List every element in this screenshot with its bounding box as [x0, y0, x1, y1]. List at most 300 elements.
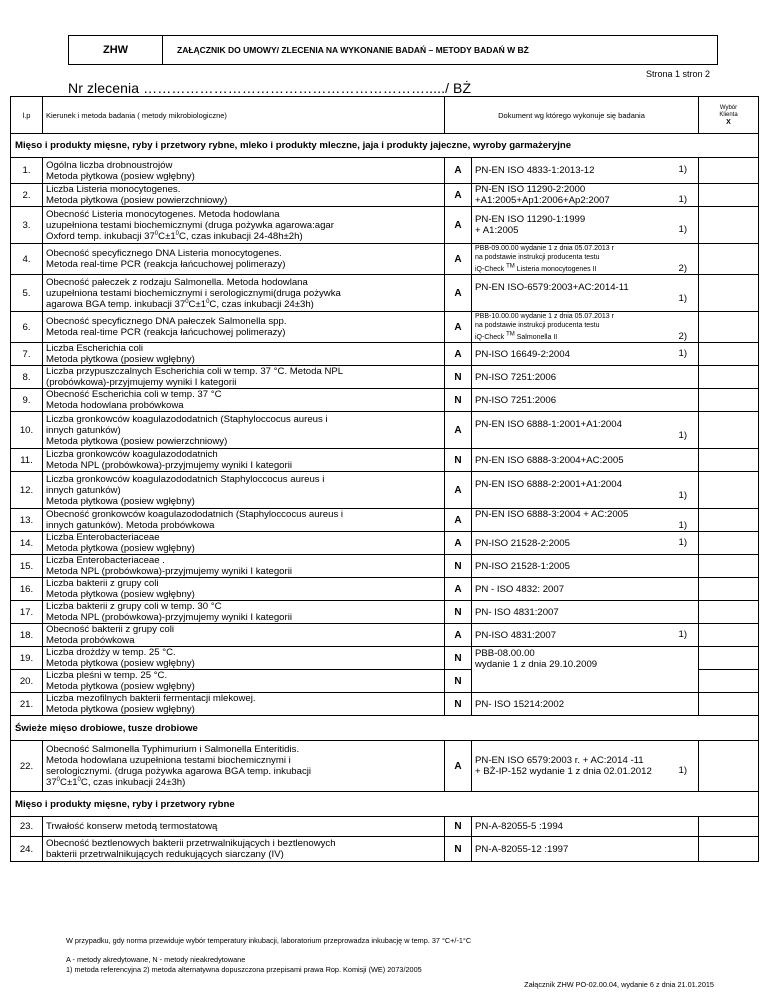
accreditation-mark: A — [445, 184, 472, 207]
footnote-ref: 1) — [678, 194, 688, 205]
section-title: Mięso i produkty mięsne, ryby i przetwory rybne — [11, 792, 759, 817]
method-cell — [43, 837, 445, 862]
row-number: 9. — [11, 389, 43, 412]
document-text — [475, 607, 695, 618]
method-line: Liczba gronkowców koagulazododatnich Staphyloccocus aureus i — [46, 473, 325, 485]
table-row — [11, 184, 759, 207]
accreditation-mark: N — [445, 366, 472, 389]
method-cell — [43, 741, 445, 792]
method-line: Metoda hodowlana uzupełniona testami biochemicznymi i — [46, 755, 291, 766]
table-row — [11, 509, 759, 532]
method-line: bakterii przetrwalnikujących redukujących siarczany (IV) — [46, 849, 284, 860]
method-line: Metoda płytkowa (posiew powierzchniowy) — [46, 195, 228, 206]
footnote-ref: 1) — [678, 164, 688, 175]
method-line: uzupełniona testami biochemicznymi i serologicznymi(druga pożywka — [46, 287, 341, 299]
method-line: Metoda płytkowa (posiew wgłębny) — [46, 495, 195, 507]
client-choice-cell[interactable] — [699, 601, 759, 624]
document-line: PN-EN ISO 6579:2003 r. + AC:2014 -11 — [475, 755, 644, 766]
method-line: Liczba Enterobacteriaceae — [46, 532, 160, 543]
trademark-sup: TM — [506, 331, 515, 338]
document-line: PBB-08.00.00 — [475, 647, 535, 659]
document-text — [475, 509, 695, 531]
method-line: Obecność Listeria monocytogenes. Metoda hodowlana — [46, 208, 280, 220]
document-text — [475, 184, 695, 206]
table-header-row — [11, 97, 759, 134]
table-row — [11, 472, 759, 509]
row-number: 1. — [11, 158, 43, 184]
method-line: Metoda NPL (probówkowa)-przyjmujemy wyniki I kategorii — [46, 460, 292, 471]
footnote-ref: 1) — [678, 628, 688, 640]
method-text: Oxford temp. inkubacji 37 — [46, 230, 155, 242]
document-cell — [472, 275, 699, 312]
client-choice-cell[interactable] — [699, 578, 759, 601]
method-line: Liczba pleśni w temp. 25 °C. — [46, 670, 168, 681]
method-line: Liczba Listeria monocytogenes. — [46, 184, 181, 195]
document-text — [475, 584, 695, 595]
row-number: 4. — [11, 244, 43, 275]
row-number: 13. — [11, 509, 43, 532]
document-line: PBB-09.00.00 wydanie 1 z dnia 05.07.2013 r — [475, 245, 614, 252]
method-line: Metoda probówkowa — [46, 635, 135, 646]
legend-footnotes: 1) metoda referencyjna 2) metoda alternatywna dopuszczona przepisami prawa Rop. Komisji (WE) 2073/2005 — [66, 964, 422, 974]
footnote-ref: 1) — [678, 293, 688, 304]
section-row — [11, 134, 759, 158]
document-text — [475, 844, 695, 855]
method-line: uzupełniona testami biochemicznymi (druga pożywka agarowa:agar — [46, 219, 334, 231]
table-row — [11, 532, 759, 555]
choice-header-line2: Klienta — [719, 111, 738, 118]
method-cell — [43, 343, 445, 366]
method-text: C±1 — [188, 298, 207, 310]
document-cell — [472, 670, 699, 693]
document-text — [475, 395, 695, 406]
method-line: Obecność beztlenowych bakterii przetrwalnikujących i beztlenowych — [46, 838, 336, 849]
row-number: 23. — [11, 817, 43, 837]
footnote-ref: 1) — [678, 347, 688, 359]
method-cell — [43, 693, 445, 716]
legend — [66, 955, 422, 974]
method-cell — [43, 275, 445, 312]
accreditation-mark: N — [445, 670, 472, 693]
method-line: Liczba gronkowców koagulazododatnich (Staphyloccocus aureus i — [46, 413, 328, 425]
legend-accreditation: A - metody akredytowane, N - metody nieakredytowane — [66, 955, 246, 964]
method-line: Liczba bakterii z grupy coli — [46, 578, 159, 589]
method-line: Metoda płytkowa (posiew wgłębny) — [46, 170, 195, 182]
document-line: + BŻ-IP-152 wydanie 1 z dnia 02.01.2012 — [475, 766, 652, 777]
document-line: PN-ISO 4831:2007 — [475, 629, 557, 641]
method-cell — [43, 184, 445, 207]
method-line: Metoda real-time PCR (reakcja łańcuchowej polimerazy) — [46, 327, 286, 338]
table-row — [11, 158, 759, 184]
accreditation-mark: A — [445, 741, 472, 792]
document-line: PN-ISO 21528-2:2005 — [475, 537, 570, 549]
method-line: Metoda hodowlana probówkowa — [46, 400, 184, 411]
document-text — [475, 419, 695, 441]
document-line: PN- ISO 4831:2007 — [475, 606, 559, 618]
choice-header-line1: Wybór — [719, 104, 738, 111]
degree-sup: 0 — [77, 776, 81, 783]
footnote-ref: 1) — [678, 536, 688, 548]
table-row — [11, 624, 759, 647]
row-number: 7. — [11, 343, 43, 366]
table-row — [11, 555, 759, 578]
client-choice-cell[interactable] — [699, 343, 759, 366]
order-number-line: Nr zlecenia ……………………………………………………...../ BŻ — [68, 80, 472, 96]
row-number: 12. — [11, 472, 43, 509]
accreditation-mark: A — [445, 158, 472, 184]
footnote-ref: 2) — [678, 331, 688, 342]
section-title: Mięso i produkty mięsne, ryby i przetwory rybne, mleko i produkty mleczne, jaja i produkty jajeczne, wyroby garmażeryjne — [11, 134, 759, 158]
document-text — [475, 349, 695, 360]
client-choice-cell[interactable] — [699, 389, 759, 412]
table-row — [11, 837, 759, 862]
document-header-box — [68, 35, 718, 65]
client-choice-cell[interactable] — [699, 670, 759, 693]
client-choice-cell[interactable] — [699, 158, 759, 184]
method-cell — [43, 207, 445, 244]
document-cell — [472, 244, 699, 275]
method-cell — [43, 532, 445, 555]
section-title: Świeże mięso drobiowe, tusze drobiowe — [11, 716, 759, 741]
document-line: PN-ISO 7251:2006 — [475, 394, 557, 406]
document-text — [475, 561, 695, 572]
accreditation-mark: A — [445, 312, 472, 343]
method-cell — [43, 624, 445, 647]
method-line: innych gatunków) — [46, 424, 121, 436]
footnote-ref: 1) — [678, 430, 688, 441]
accreditation-mark: A — [445, 412, 472, 449]
client-choice-cell[interactable] — [699, 312, 759, 343]
document-line: PN-EN ISO 4833-1:2013-12 — [475, 165, 595, 176]
lp-header: l.p — [11, 97, 43, 134]
document-text — [475, 630, 695, 641]
method-cell — [43, 449, 445, 472]
document-cell — [472, 158, 699, 184]
accreditation-mark: N — [445, 693, 472, 716]
method-cell — [43, 366, 445, 389]
trademark-sup: TM — [506, 263, 515, 270]
method-line — [46, 299, 441, 310]
document-line: PN-EN ISO-6579:2003+AC:2014-11 — [475, 282, 629, 293]
document-line: PBB-10.00.00 wydanie 1 z dnia 05.07.2013 r — [475, 313, 614, 320]
row-number: 15. — [11, 555, 43, 578]
document-text — [475, 699, 695, 710]
accreditation-mark: N — [445, 817, 472, 837]
method-cell — [43, 412, 445, 449]
document-line: + A1:2005 — [475, 225, 519, 236]
method-header: Kierunek i metoda badania ( metody mikrobiologiczne) — [43, 97, 445, 134]
method-line: Metoda płytkowa (posiew wgłębny) — [46, 658, 195, 669]
document-text — [475, 538, 695, 549]
document-line: PN-EN ISO 6888-3:2004+AC:2005 — [475, 454, 624, 466]
method-line: Liczba Escherichia coli — [46, 343, 144, 354]
accreditation-mark: A — [445, 509, 472, 532]
method-text: C±1 — [60, 777, 78, 788]
document-line: PN-EN ISO 11290-1:1999 — [475, 214, 586, 225]
client-choice-cell[interactable] — [699, 817, 759, 837]
table-row — [11, 449, 759, 472]
method-text: C, czas inkubacji 24±3h) — [209, 298, 314, 310]
document-line: wydanie 1 z dnia 29.10.2009 — [475, 658, 598, 670]
client-choice-cell[interactable] — [699, 184, 759, 207]
accreditation-mark: A — [445, 532, 472, 555]
document-cell — [472, 343, 699, 366]
client-choice-cell[interactable] — [699, 647, 759, 670]
method-cell — [43, 647, 445, 670]
method-line: Liczba bakterii z grupy coli w temp. 30 °C — [46, 601, 222, 612]
document-text — [475, 165, 695, 176]
method-line: Metoda płytkowa (posiew wgłębny) — [46, 589, 195, 600]
document-line: PN-EN ISO 6888-1:2001+A1:2004 — [475, 419, 622, 430]
document-line — [475, 265, 695, 274]
document-reference: Załącznik ZHW PO-02.00.04, wydanie 6 z dnia 21.01.2015 — [524, 980, 714, 989]
accreditation-mark: N — [445, 647, 472, 670]
document-cell — [472, 312, 699, 343]
document-line: na podstawie instrukcji producenta testu — [475, 254, 600, 261]
row-number: 14. — [11, 532, 43, 555]
document-text — [475, 244, 695, 274]
document-line — [475, 333, 695, 342]
degree-sup: 0 — [185, 298, 189, 305]
method-line: Ogólna liczba drobnoustrojów — [46, 159, 173, 171]
accreditation-mark: N — [445, 389, 472, 412]
method-line: Metoda płytkowa (posiew wgłębny) — [46, 354, 195, 365]
row-number: 24. — [11, 837, 43, 862]
row-number: 17. — [11, 601, 43, 624]
document-line: PN-ISO 7251:2006 — [475, 371, 557, 383]
method-text: agarowa BGA temp. inkubacji 37 — [46, 298, 186, 310]
incubation-note: W przypadku, gdy norma przewiduje wybór temperatury inkubacji, laboratorium przeprowadza inkubację w temp. 37 °C+/-1°C — [66, 936, 472, 945]
row-number: 10. — [11, 412, 43, 449]
row-number: 2. — [11, 184, 43, 207]
method-cell — [43, 312, 445, 343]
footnote-ref: 1) — [678, 490, 688, 501]
method-line — [46, 231, 441, 242]
method-text: C, czas inkubacji 24-48h±2h) — [179, 230, 303, 242]
document-cell — [472, 741, 699, 792]
row-number: 8. — [11, 366, 43, 389]
table-row — [11, 343, 759, 366]
client-choice-cell[interactable] — [699, 412, 759, 449]
section-row — [11, 716, 759, 741]
accreditation-mark: A — [445, 244, 472, 275]
method-line: Metoda real-time PCR (reakcja łańcuchowej polimerazy) — [46, 259, 286, 270]
method-line: Trwałość konserw metodą termostatową — [46, 821, 218, 832]
client-choice-cell[interactable] — [699, 741, 759, 792]
method-cell — [43, 389, 445, 412]
method-cell — [43, 244, 445, 275]
document-line: na podstawie instrukcji producenta testu — [475, 322, 600, 329]
document-cell — [472, 647, 699, 670]
document-text — [475, 282, 695, 304]
document-cell — [472, 366, 699, 389]
document-cell — [472, 509, 699, 532]
document-cell — [472, 693, 699, 716]
client-choice-cell[interactable] — [699, 472, 759, 509]
degree-sup: 0 — [154, 230, 159, 237]
document-line: PN - ISO 4832: 2007 — [475, 583, 565, 595]
document-cell — [472, 555, 699, 578]
method-line: Liczba gronkowców koagulazododatnich — [46, 449, 218, 460]
method-cell — [43, 472, 445, 509]
document-text: iQ-Check — [475, 334, 507, 341]
table-row — [11, 244, 759, 275]
method-line: Liczba mezofilnych bakterii fermentacji mlekowej. — [46, 693, 256, 704]
choice-header-line3: X — [726, 118, 731, 126]
table-row — [11, 412, 759, 449]
table-row — [11, 817, 759, 837]
document-cell — [472, 532, 699, 555]
client-choice-cell[interactable] — [699, 837, 759, 862]
document-text — [475, 755, 695, 777]
document-title: ZAŁĄCZNIK DO UMOWY/ ZLECENIA NA WYKONANIE BADAŃ – METODY BADAŃ W BŻ — [177, 45, 529, 55]
method-text: 37 — [46, 777, 57, 788]
client-choice-cell[interactable] — [699, 555, 759, 578]
document-line: PN-A-82055-12 :1997 — [475, 843, 569, 855]
footnote-ref: 1) — [678, 520, 688, 531]
degree-sup: 0 — [56, 776, 61, 783]
method-cell — [43, 509, 445, 532]
method-cell — [43, 555, 445, 578]
document-text: Listeria monocytogenes II — [514, 266, 597, 273]
document-cell — [472, 817, 699, 837]
table-row — [11, 389, 759, 412]
document-text — [475, 455, 695, 466]
method-line: Metoda NPL (probówkowa)-przyjmujemy wyniki I kategorii — [46, 612, 292, 623]
method-text: C, czas inkubacji 24±3h) — [80, 777, 186, 788]
accreditation-mark: A — [445, 578, 472, 601]
method-line: Obecność specyficznego DNA Listeria monocytogenes. — [46, 248, 282, 259]
client-choice-cell[interactable] — [699, 693, 759, 716]
document-cell — [472, 412, 699, 449]
table-row — [11, 578, 759, 601]
method-cell — [43, 817, 445, 837]
client-choice-cell[interactable] — [699, 532, 759, 555]
accreditation-mark: A — [445, 207, 472, 244]
accreditation-mark: N — [445, 449, 472, 472]
document-line: PN-EN ISO 6888-2:2001+A1:2004 — [475, 479, 622, 490]
method-line — [46, 777, 441, 788]
footnote-ref: 2) — [678, 263, 688, 274]
document-line: PN- ISO 15214:2002 — [475, 698, 565, 710]
method-line: Obecność bakterii z grupy coli — [46, 624, 174, 635]
row-number: 22. — [11, 741, 43, 792]
client-choice-cell[interactable] — [699, 624, 759, 647]
document-text — [475, 214, 695, 236]
document-line: PN-EN ISO 6888-3:2004 + AC:2005 — [475, 509, 629, 520]
row-number: 20. — [11, 670, 43, 693]
client-choice-cell[interactable] — [699, 275, 759, 312]
table-row — [11, 366, 759, 389]
accreditation-mark: A — [445, 624, 472, 647]
client-choice-header — [699, 97, 759, 134]
accreditation-mark: A — [445, 343, 472, 366]
methods-table — [10, 96, 759, 862]
method-line: Metoda płytkowa (posiew wgłębny) — [46, 543, 195, 554]
accreditation-mark: A — [445, 472, 472, 509]
accreditation-mark: A — [445, 275, 472, 312]
document-text — [475, 648, 695, 670]
row-number: 5. — [11, 275, 43, 312]
method-line: Metoda płytkowa (posiew wgłębny) — [46, 704, 195, 715]
document-text — [475, 821, 695, 832]
table-row — [11, 312, 759, 343]
document-line: +A1:2005+Ap1:2006+Ap2:2007 — [475, 195, 610, 206]
method-line: Obecność specyficznego DNA pałeczek Salmonella spp. — [46, 316, 287, 327]
method-line: Obecność gronkowców koagulazododatnich (Staphyloccocus aureus i — [46, 509, 344, 520]
table-row — [11, 647, 759, 670]
table-row — [11, 601, 759, 624]
client-choice-cell[interactable] — [699, 244, 759, 275]
document-text — [475, 479, 695, 501]
client-choice-cell[interactable] — [699, 207, 759, 244]
method-line: Liczba drożdży w temp. 25 °C. — [46, 647, 176, 658]
method-line: innych gatunków) — [46, 484, 121, 496]
method-line: Metoda płytkowa (posiew powierzchniowy) — [46, 435, 228, 447]
document-line: PN-EN ISO 11290-2:2000 — [475, 184, 586, 195]
method-line: innych gatunków). Metoda probówkowa — [46, 520, 215, 531]
degree-sup: 0 — [206, 298, 210, 305]
document-line: PN-ISO 21528-1:2005 — [475, 560, 570, 572]
document-line: PN-ISO 16649-2:2004 — [475, 348, 570, 360]
form-code: ZHW — [69, 36, 163, 64]
document-cell — [472, 624, 699, 647]
row-number: 19. — [11, 647, 43, 670]
page-number: Strona 1 stron 2 — [645, 69, 710, 79]
document-cell — [472, 837, 699, 862]
method-line: Metoda NPL (probówkowa)-przyjmujemy wyniki I kategorii — [46, 566, 292, 577]
row-number: 3. — [11, 207, 43, 244]
method-text: C±1 — [158, 230, 176, 242]
method-cell — [43, 158, 445, 184]
table-row — [11, 275, 759, 312]
method-line: Obecność Escherichia coli w temp. 37 °C — [46, 389, 222, 400]
document-text: iQ-Check — [475, 266, 507, 273]
method-line: Metoda płytkowa (posiew wgłębny) — [46, 681, 195, 692]
method-line: Liczba przypuszczalnych Escherichia coli w temp. 37 °C. Metoda NPL — [46, 366, 344, 377]
document-text — [475, 312, 695, 342]
method-line: Obecność Salmonella Typhimurium i Salmonella Enteritidis. — [46, 744, 300, 755]
method-cell — [43, 601, 445, 624]
table-row — [11, 207, 759, 244]
client-choice-cell[interactable] — [699, 509, 759, 532]
table-row — [11, 693, 759, 716]
document-cell — [472, 601, 699, 624]
document-text — [475, 372, 695, 383]
client-choice-cell[interactable] — [699, 449, 759, 472]
accreditation-mark: N — [445, 837, 472, 862]
document-text: Salmonella II — [514, 334, 558, 341]
document-cell — [472, 578, 699, 601]
method-line: Obecność pałeczek z rodzaju Salmonella. Metoda hodowlana — [46, 276, 308, 288]
method-line: Liczba Enterobacteriaceae . — [46, 555, 165, 566]
footnote-ref: 1) — [678, 224, 688, 235]
document-cell — [472, 472, 699, 509]
table-row — [11, 670, 759, 693]
row-number: 16. — [11, 578, 43, 601]
method-line: serologicznymi. (druga pożywka agarowa BGA temp. inkubacji — [46, 766, 312, 777]
client-choice-cell[interactable] — [699, 366, 759, 389]
document-header: Dokument wg którego wykonuje się badania — [445, 97, 699, 134]
method-cell — [43, 578, 445, 601]
table-row — [11, 741, 759, 792]
row-number: 6. — [11, 312, 43, 343]
method-line: (probówkowa)-przyjmujemy wyniki I kategorii — [46, 377, 237, 388]
document-cell — [472, 449, 699, 472]
row-number: 18. — [11, 624, 43, 647]
document-cell — [472, 184, 699, 207]
row-number: 11. — [11, 449, 43, 472]
